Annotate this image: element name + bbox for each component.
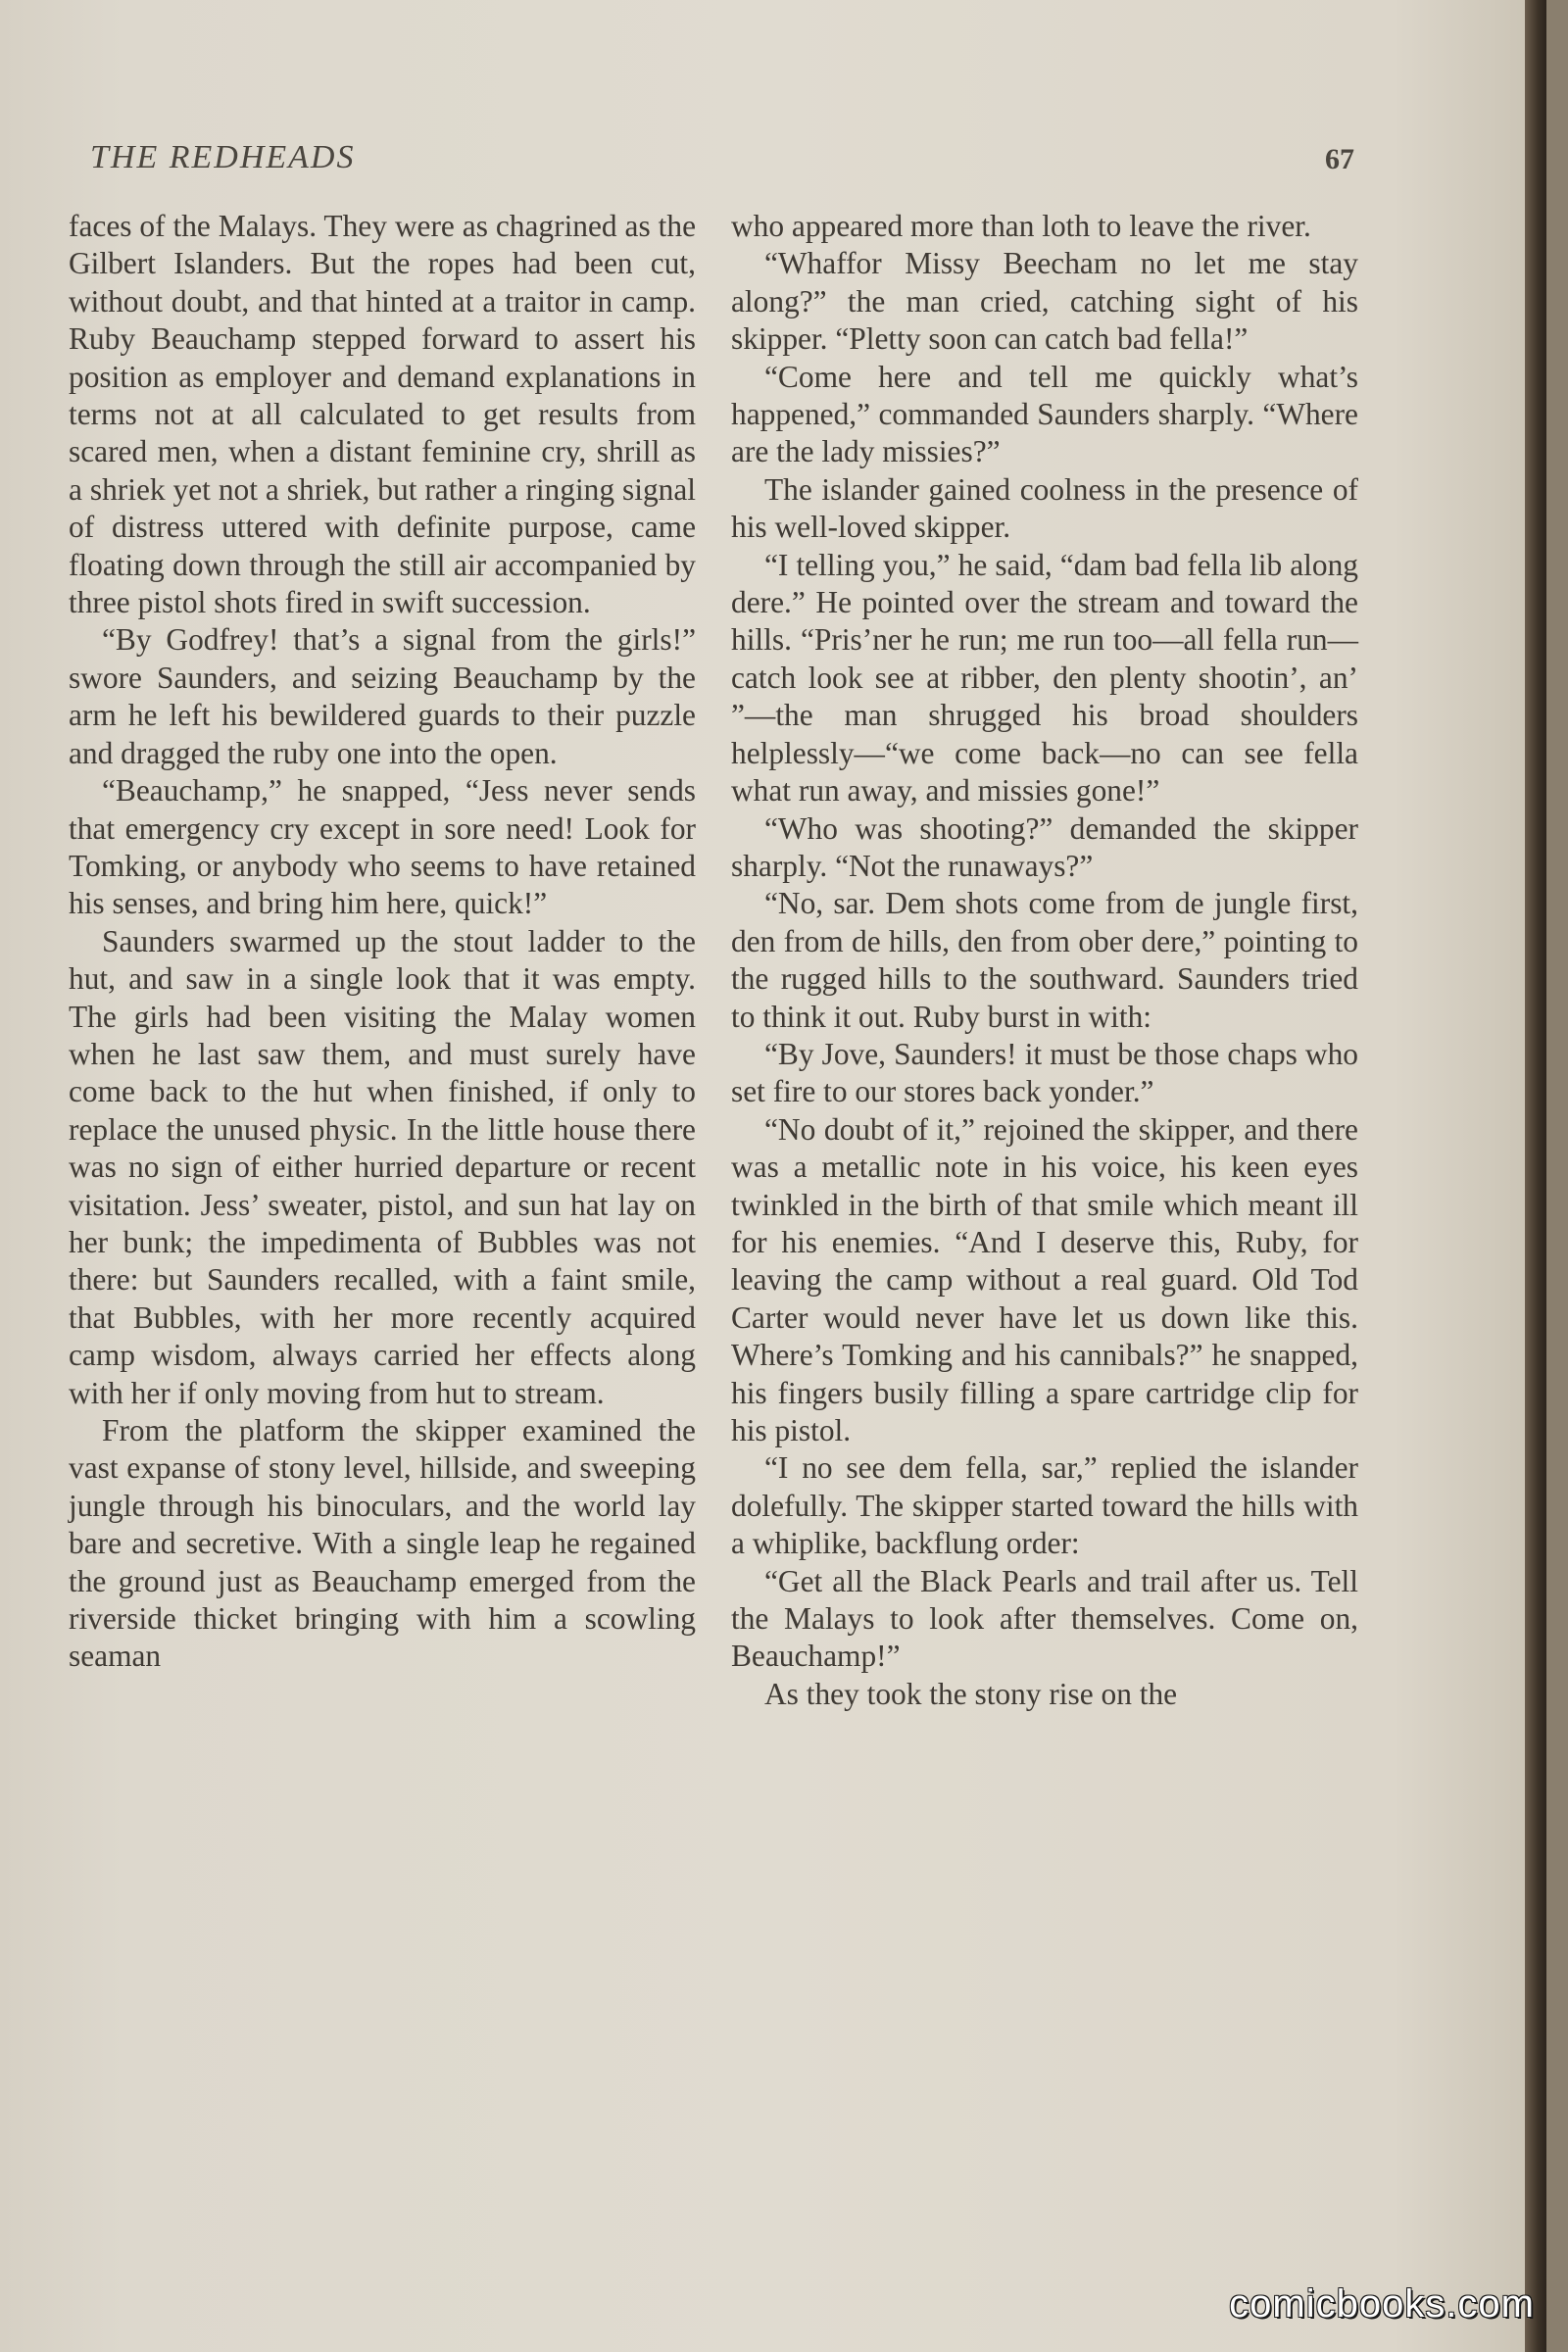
paragraph: “By Godfrey! that’s a signal from the girls!” swore Saunders, and seizing Beauchamp by the arm he left his bewildered guards to their puzzle and dragged the ruby one into the open. (69, 622, 696, 770)
paragraph: “I telling you,” he said, “dam bad fella lib along dere.” He pointed over the stream and toward the hills. “Pris’ner he run; me run too—all fella run—catch look see at ribber, den plenty shootin’, an’ ”—the man shrugged his broad shoulders helplessly—“we come back—no can see fella what run away, and missies gone!” (731, 547, 1358, 808)
paragraph: “Whaffor Missy Beecham no let me stay along?” the man cried, catching sight of his skipper. “Pletty soon can catch bad fella!” (731, 246, 1358, 357)
paragraph: From the platform the skipper examined the vast expanse of stony level, hillside, and sweeping jungle through his binoculars, and the world lay bare and secretive. With a single leap he regained the ground just as Beauchamp emerged from the riverside thicket bringing with him a scowling seaman (69, 1413, 696, 1674)
paragraph: “By Jove, Saunders! it must be those chaps who set fire to our stores back yonder.” (731, 1036, 1358, 1109)
running-title: THE REDHEADS (90, 139, 356, 175)
paragraph: “I no see dem fella, sar,” replied the islander dolefully. The skipper started toward the hills with a whiplike, backflung order: (731, 1450, 1358, 1561)
paragraph: Saunders swarmed up the stout ladder to the hut, and saw in a single look that it was empty. The girls had been visiting the Malay women when he last saw them, and must surely have come back to the hut when finished, if only to replace the unused physic. In the little house there was no sign of either hurried departure or recent visitation. Jess’ sweater, pistol, and sun hat lay on her bunk; the impedimenta of Bubbles was not there: but Saunders recalled, with a faint smile, that Bubbles, with her more recently acquired camp wisdom, always carried her effects along with her if only moving from hut to stream. (69, 923, 696, 1410)
site-watermark: comicbooks.com (1229, 2282, 1535, 2326)
page-number: 67 (1325, 143, 1354, 175)
right-column (731, 208, 1358, 1713)
paragraph: “Beauchamp,” he snapped, “Jess never sends that emergency cry except in sore need! Look for Tomking, or anybody who seems to have retained his senses, and bring him here, quick!” (69, 773, 696, 921)
paragraph: The islander gained coolness in the presence of his well-loved skipper. (731, 471, 1358, 545)
paragraph: “Come here and tell me quickly what’s happened,” commanded Saunders sharply. “Where are the lady missies?” (731, 359, 1358, 469)
page-header (90, 139, 1354, 188)
paragraph: faces of the Malays. They were as chagrined as the Gilbert Islanders. But the ropes had been cut, without doubt, and that hinted at a traitor in camp. Ruby Beauchamp stepped forward to assert his position as employer and demand explanations in terms not at all calculated to get results from scared men, when a distant feminine cry, shrill as a shriek yet not a shriek, but rather a ringing signal of distress uttered with definite purpose, came floating down through the still air accompanied by three pistol shots fired in swift succession. (69, 209, 696, 620)
left-column (69, 208, 696, 1676)
paragraph: who appeared more than loth to leave the river. (731, 209, 1311, 243)
paragraph: “No doubt of it,” rejoined the skipper, and there was a metallic note in his voice, his keen eyes twinkled in the birth of that smile which meant ill for his enemies. “And I deserve this, Ruby, for leaving the camp without a real guard. Old Tod Carter would never have let us down like this. Where’s Tomking and his cannibals?” he snapped, his fingers busily filling a spare cartridge clip for his pistol. (731, 1111, 1358, 1447)
paragraph: “Get all the Black Pearls and trail after us. Tell the Malays to look after themselves. Come on, Beauchamp!” (731, 1563, 1358, 1674)
paragraph: “Who was shooting?” demanded the skipper sharply. “Not the runaways?” (731, 810, 1358, 883)
paragraph: As they took the stony rise on the (764, 1676, 1178, 1711)
paragraph: “No, sar. Dem shots come from de jungle first, den from de hills, den from ober dere,” pointing to the rugged hills to the southward. Saunders tried to think it out. Ruby burst in with: (731, 886, 1358, 1034)
book-spine (1525, 0, 1546, 2352)
